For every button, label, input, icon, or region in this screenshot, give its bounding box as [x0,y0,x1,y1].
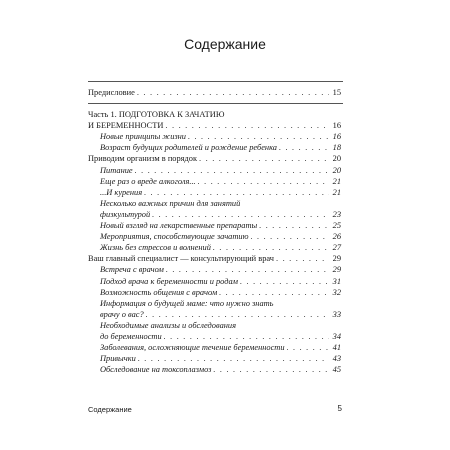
toc-entry-text-line: Необходимые анализы и обследования [100,320,236,330]
toc-page-number: 23 [332,209,341,219]
toc-page-number: 16 [332,121,341,131]
toc-subsection-entry[interactable] [100,132,341,142]
toc-section-entry[interactable] [88,154,341,164]
toc-entry-title: Еще раз о вреде алкоголя... [100,176,196,186]
toc-subsection-entry[interactable] [100,177,341,187]
toc-subsection-entry[interactable] [100,232,341,242]
toc-section-entry[interactable] [88,121,341,131]
toc-subsection-entry[interactable] [100,265,341,275]
toc-subsection-entry[interactable] [100,166,341,176]
toc-subsection-entry[interactable] [100,354,341,364]
toc-page-number: 29 [332,254,341,264]
toc-section-entry[interactable] [88,254,341,264]
toc-subsection-entry[interactable] [100,343,341,353]
dot-leader [144,188,329,198]
toc-subsection-entry[interactable] [100,243,341,253]
toc-entry-title: Предисловие [88,88,135,97]
toc-page-number: 25 [332,221,341,230]
footer-page-number: 5 [337,404,342,413]
toc-entry-title: Питание [100,165,133,175]
toc-entry-title: Жизнь без стрессов и волнений [100,243,211,253]
dot-leader [259,221,329,231]
toc-page-number: 45 [332,365,341,375]
toc-entry-title: Заболевания, осложняющие течение беременности [100,343,285,353]
toc-page-number: 33 [332,309,341,319]
toc-entry-title: Приводим организм в порядок [88,154,198,164]
toc-subsection-entry[interactable] [100,188,341,198]
dot-leader [213,243,329,253]
toc-entry-title: Возраст будущих родителей и рождение ребенка [100,143,277,153]
toc-page-number: 27 [332,243,341,253]
dot-leader [219,288,329,298]
toc-subsection-entry[interactable] [100,210,341,220]
toc-entry-text-line: Несколько важных причин для занятий [100,198,241,208]
toc-subsection-entry[interactable] [100,332,341,342]
toc-entry-title: врачу о вас? [100,309,144,319]
dot-leader [146,310,329,320]
toc-subsection-entry[interactable] [100,288,341,298]
toc-entry-title: И БЕРЕМЕННОСТИ [88,121,164,131]
toc-page-number: 20 [332,154,341,164]
dot-leader [287,343,329,353]
toc-page-number: 26 [332,232,341,242]
toc-page-number: 32 [332,287,341,297]
toc-page-number: 31 [332,276,341,286]
toc-page-number: 16 [332,132,341,142]
toc-section-entry[interactable] [88,88,341,98]
toc-entry-title: Мероприятия, способствующие зачатию [100,232,249,242]
toc-entry-title: до беременности [100,332,162,341]
toc-entry-title: ...И курения [100,187,143,197]
toc-subsection-entry[interactable] [100,143,341,153]
toc-page-number: 21 [332,176,341,186]
dot-leader [138,354,329,364]
dot-leader [251,232,329,242]
toc-entry-title: Обследование на токсоплазмоз [100,365,212,375]
toc-subsection-entry[interactable] [100,365,341,375]
dot-leader [213,365,329,375]
dot-leader [165,121,329,131]
dot-leader [276,254,329,264]
toc-page-number: 41 [332,343,341,353]
toc-subsection-entry[interactable] [100,221,341,231]
page-title: Содержание [184,36,266,52]
toc-page-number: 34 [332,332,341,341]
toc-entry-title: Новые принципы жизни [100,132,186,142]
dot-leader [135,166,329,176]
toc-subsection-entry[interactable] [100,310,341,320]
toc-page-number: 20 [332,165,341,175]
dot-leader [188,132,329,142]
dot-leader [279,143,329,153]
dot-leader [152,210,329,220]
toc-entry-title: Новый взгляд на лекарственные препараты [100,221,258,230]
toc-page-number: 43 [332,354,341,364]
dot-leader [137,88,329,98]
footer-section-title: Содержание [88,405,132,414]
dot-leader [240,277,329,287]
toc-page-number: 21 [332,187,341,197]
toc-entry-title: физкультурой [100,209,151,219]
dot-leader [164,332,329,342]
toc-entry-title: Привычки [100,354,136,364]
toc-page-number: 18 [332,143,341,153]
toc-entry-title: Возможность общения с врачом [100,287,218,297]
toc-entry-text-line: Информация о будущей маме: что нужно знать [100,298,274,308]
toc-page-number: 15 [332,88,341,97]
dot-leader [166,265,329,275]
dot-leader [198,177,329,187]
toc-entry-title: Встреча с врачом [100,265,164,275]
toc-page-number: 29 [332,265,341,275]
dot-leader [199,154,329,164]
toc-subsection-entry[interactable] [100,277,341,287]
toc-entry-title: Ваш главный специалист — консультирующий врач [88,254,274,264]
toc-entry-text-line: Часть 1. ПОДГОТОВКА К ЗАЧАТИЮ [88,110,225,119]
toc-entry-title: Подход врача к беременности и родам [100,276,239,286]
